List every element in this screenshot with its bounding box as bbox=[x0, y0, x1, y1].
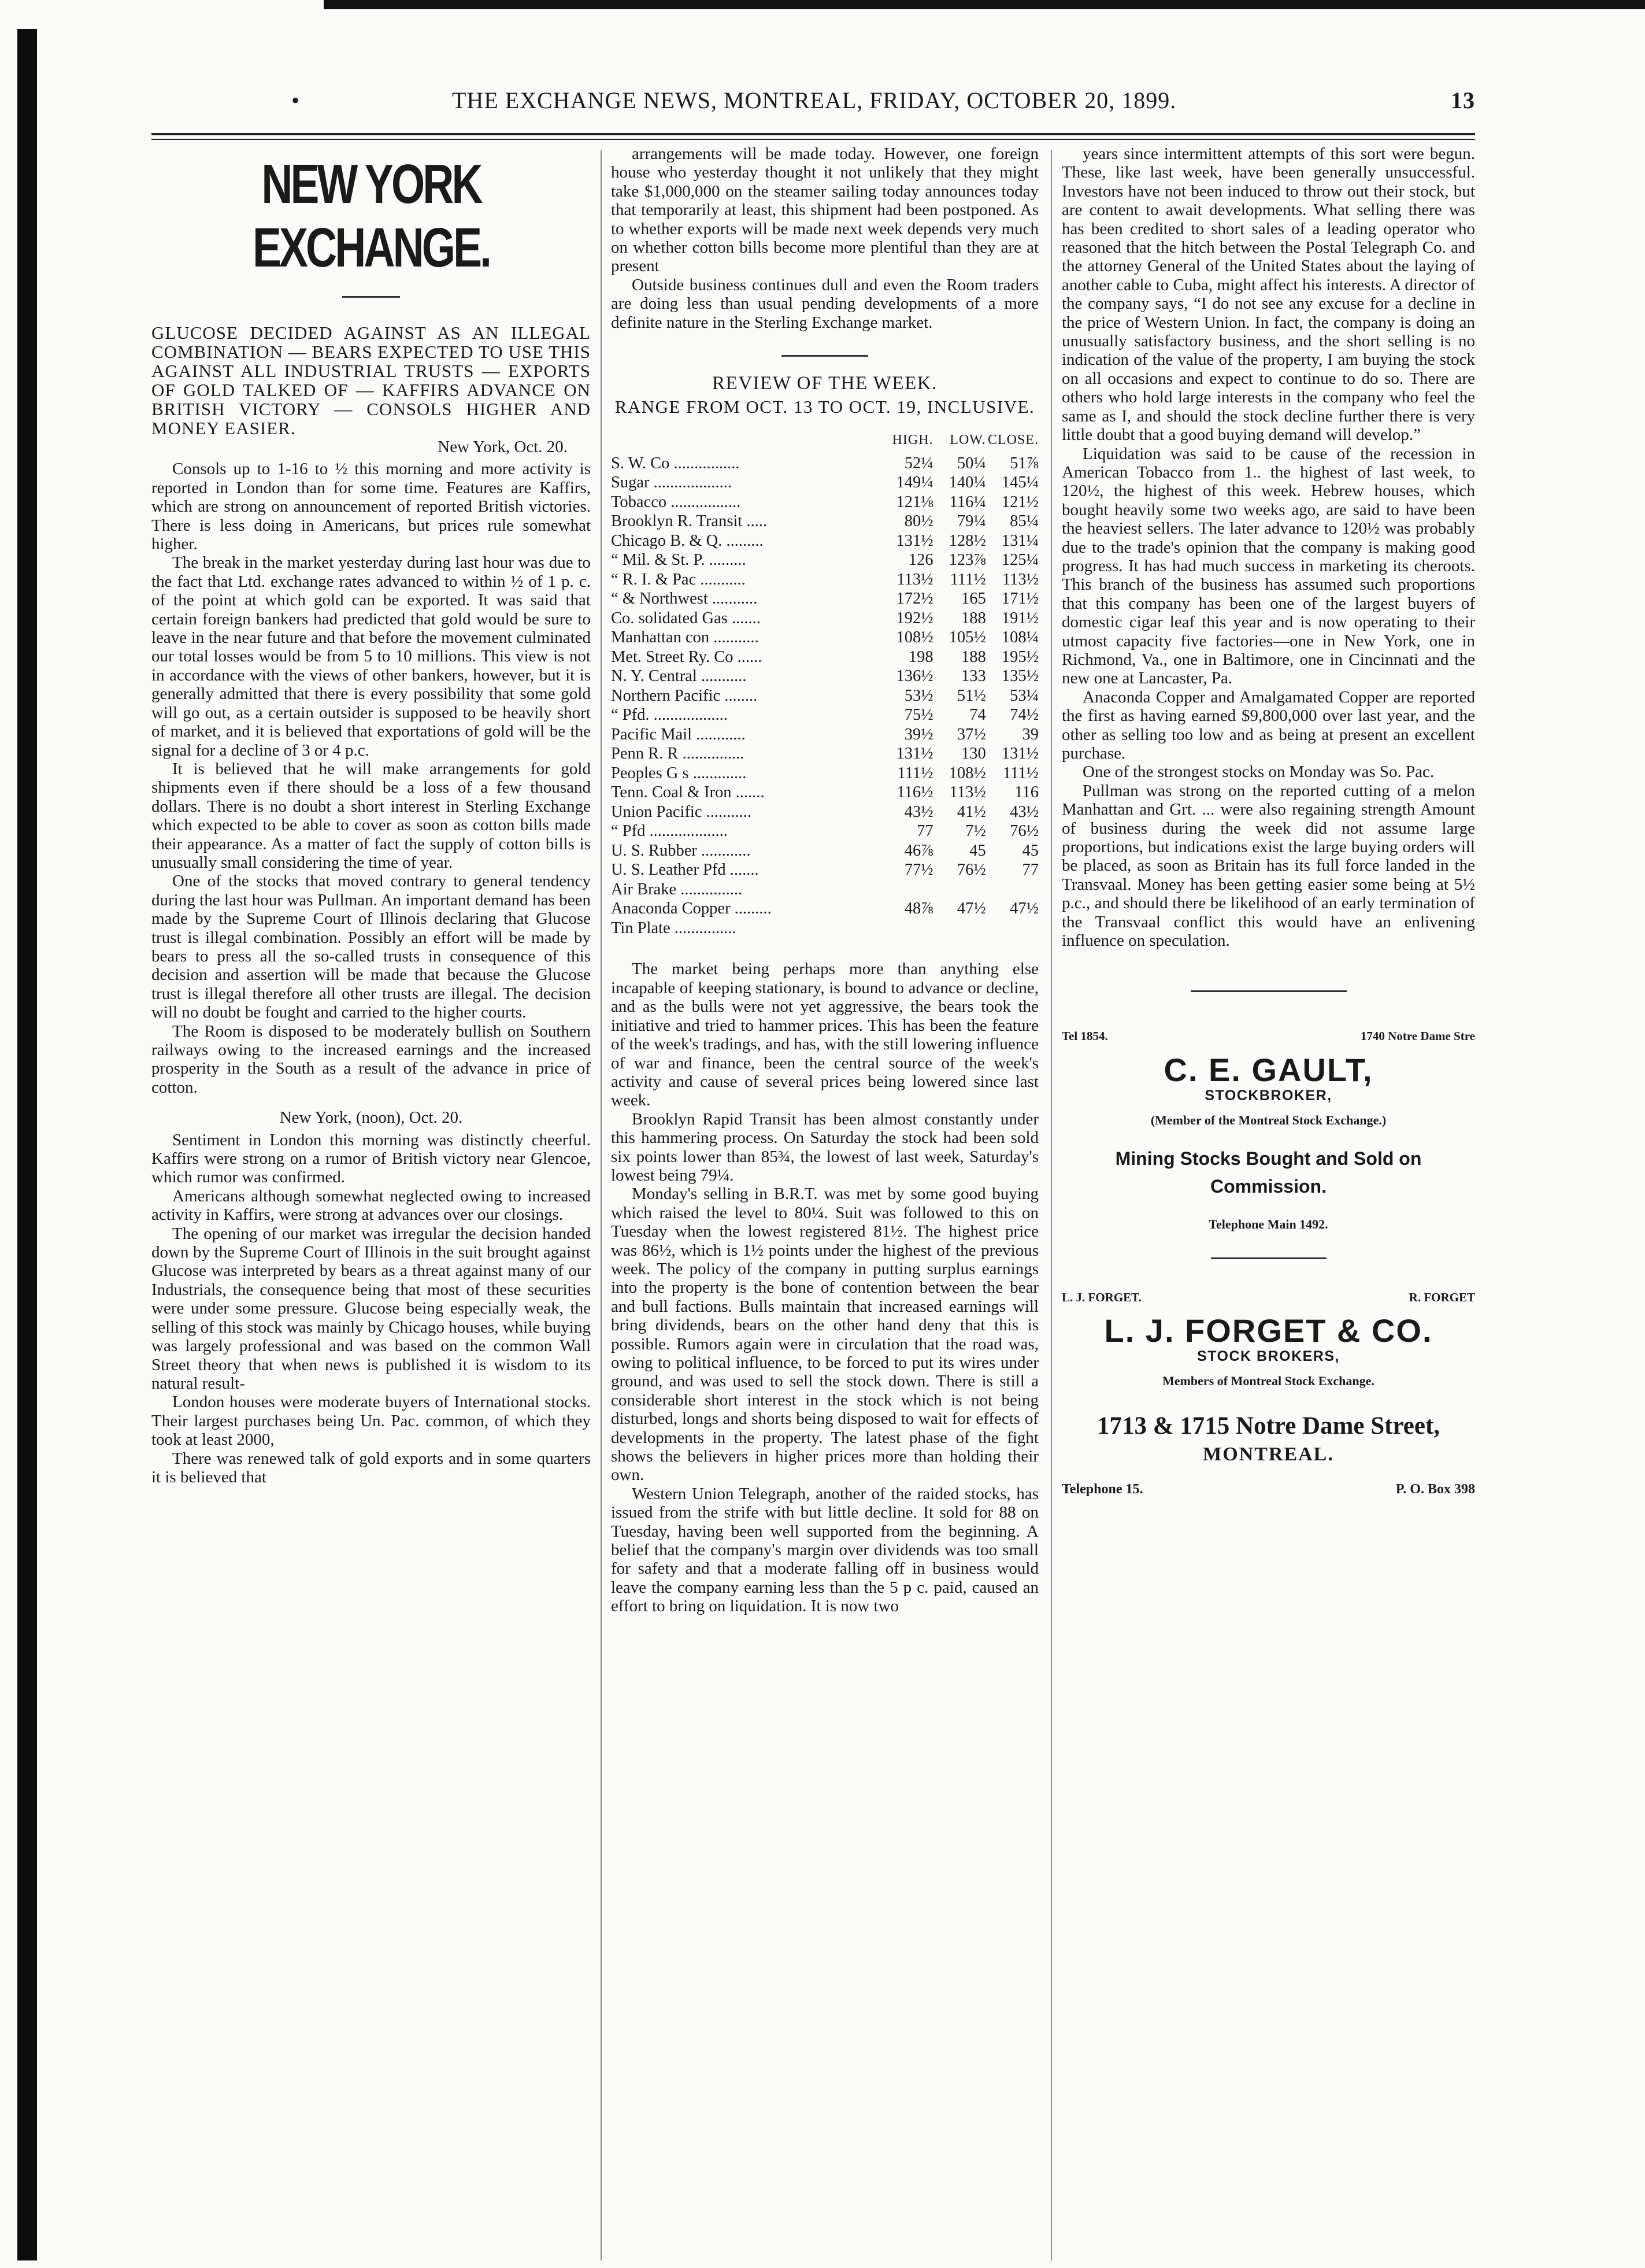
price-cell: 108¼ bbox=[1001, 628, 1039, 647]
article-paragraph: The market being perhaps more than anything else incapable of keeping stationary, is bound to advance or decline, and as the bulls were not yet aggressive, the bears took the initiative and tried to hammer prices. This has been the feature of the week's tradings, and has, with the still lowering influence of war and finance, been the central source of the week's activity and cause of several prices being lowered since last week. bbox=[611, 960, 1039, 1110]
top-edge-rule bbox=[324, 0, 1645, 9]
price-cell: 105½ bbox=[949, 628, 986, 647]
table-row bbox=[611, 783, 1039, 802]
section-rule bbox=[781, 355, 868, 357]
price-cell: 131½ bbox=[896, 531, 933, 550]
price-cell: 7½ bbox=[965, 822, 986, 841]
article-paragraph: The Room is disposed to be moderately bullish on Southern railways owing to the increased earnings and the increased prosperity in the South as a result of the advance in price of cotton. bbox=[151, 1022, 591, 1097]
column-2 bbox=[611, 145, 1039, 1616]
price-cell: 79¼ bbox=[957, 512, 986, 531]
price-cell: 39½ bbox=[904, 725, 933, 743]
price-cell: 45 bbox=[1022, 841, 1039, 860]
stock-name: Sugar ................... bbox=[611, 473, 732, 492]
stock-name: Met. Street Ry. Co ...... bbox=[611, 648, 762, 666]
price-cell: 113½ bbox=[896, 570, 933, 589]
review-title: REVIEW OF THE WEEK. bbox=[712, 373, 938, 394]
article-paragraph: One of the stocks that moved contrary to general tendency during the last hour was Pullman. An important demand has been made by the Supreme Court of Illinois declaring that Glucose trust is illegal combination. Possibly an effort will be made by bears to press all the so-called trusts in consequence of this decision and assertion will be made that because the Glucose trust is illegal therefore all other trusts are illegal. The decision will no doubt be fought and carried to the higher courts. bbox=[151, 872, 591, 1022]
price-cell: 125¼ bbox=[1001, 551, 1039, 569]
price-cell: 75½ bbox=[904, 706, 933, 724]
column-header: LOW. bbox=[950, 432, 986, 448]
article-paragraph: The opening of our market was irregular the decision handed down by the Supreme Court of Illinois in the suit brought against Glucose was interpreted by bears as a threat against many of our Industrials, the consequence being that most of these securities were under some pressure. Glucose being especially weak, the selling of this stock was mainly by Chicago houses, while buying was largely professional and was based on the common Wall Street theory that when news is published it is wisdom to its natural result- bbox=[151, 1224, 591, 1393]
stock-name: Chicago B. & Q. ......... bbox=[611, 531, 764, 550]
stock-name: “ & Northwest ........... bbox=[611, 590, 758, 608]
article-paragraph: The break in the market yesterday during last hour was due to the fact that Ltd. exchange rates advanced to within ½ of 1 p. c. of the point at which gold can be exported. It was said that certain foreign bankers had predicted that gold would be sure to leave in the near future and that before the movement culminated our total losses would be from 5 to 10 millions. This view is not in accordance with the views of other bankers, however, but it is generally admitted that there is every possibility that some gold will go out, as a certain outsider is supposed to be heavily short of market, and it is believed that exportations of gold will be the signal for a decline of 3 or 4 p.c. bbox=[151, 553, 591, 760]
table-row bbox=[611, 686, 1039, 706]
column-rule bbox=[601, 150, 602, 2260]
table-row bbox=[611, 899, 1039, 919]
article-paragraph: Pullman was strong on the reported cutting of a melon Manhattan and Grt. ... were also regaining strength Amount of business during the week did not assume large proportions, but indications exist the large buying orders will be placed, as soon as Britain has its full force landed in the Transvaal. Money has been getting easier some being at 5½ p.c., and should there be likelihood of an early termination of the Transvaal conflict this would have an enlivening influence on speculation. bbox=[1062, 781, 1475, 950]
article-body-part-2 bbox=[151, 1131, 591, 1487]
ad-role: STOCK BROKERS, bbox=[1197, 1348, 1340, 1365]
page-binding-edge bbox=[17, 29, 37, 2260]
dateline: New York, Oct. 20. bbox=[438, 438, 568, 456]
article-deck: GLUCOSE DECIDED AGAINST AS AN ILLEGAL COMBINATION — BEARS EXPECTED TO USE THIS AGAINST ALL INDUSTRIAL TRUSTS — EXPORTS OF GOLD TALKED OF — KAFFIRS ADVANCE ON BRITISH VICTORY — CONSOLS HIGHER AND MONEY EASIER. bbox=[151, 323, 591, 438]
table-row bbox=[611, 550, 1039, 570]
article-paragraph: Consols up to 1-16 to ½ this morning and more activity is reported in London than for some time. Features are Kaffirs, which are strong on announcement of reported British victories. There is less doing in Americans, but prices rule somewhat higher. bbox=[151, 460, 591, 554]
article-paragraph: There was renewed talk of gold exports and in some quarters it is believed that bbox=[151, 1449, 591, 1486]
ad-service: Mining Stocks Bought and Sold on Commission. bbox=[1115, 1148, 1422, 1197]
price-cell: 80½ bbox=[904, 512, 933, 531]
ad-role: STOCKBROKER, bbox=[1205, 1087, 1332, 1104]
headline-rule bbox=[342, 296, 400, 298]
price-cell: 51½ bbox=[957, 686, 986, 705]
price-cell: 188 bbox=[961, 648, 986, 666]
stock-name: “ Pfd. .................. bbox=[611, 706, 728, 724]
ad-partner-left: L. J. FORGET. bbox=[1062, 1290, 1142, 1304]
price-cell: 131½ bbox=[1001, 745, 1039, 763]
table-row bbox=[611, 860, 1039, 880]
article-paragraph: Anaconda Copper and Amalgamated Copper are reported the first as having earned $9,800,000 over last year, and the other as selling too low and as being at present an excellent purchase. bbox=[1062, 687, 1475, 763]
price-cell: 126 bbox=[908, 551, 933, 569]
review-continuation bbox=[1062, 145, 1475, 950]
table-row bbox=[611, 473, 1039, 493]
price-cell: 135½ bbox=[1001, 667, 1039, 686]
ad-street: 1740 Notre Dame Stre bbox=[1360, 1029, 1475, 1044]
price-cell: 85¼ bbox=[1010, 512, 1039, 531]
price-cell bbox=[933, 919, 986, 938]
article-paragraph: Liquidation was said to be cause of the recession in American Tobacco from 1.. the highest of last week, to 120½, the highest of this week. Hebrew houses, which bought heavily some two weeks ago, are said to have been the heaviest sellers. The later advance to 120½ was probably due to the trade's opinion that the company is making good progress. It has had much success in marketing its cheroots. This branch of the business has assumed such proportions that this company has been one of the largest buyers of domestic cigar leaf this year and is now operating to their utmost capacity five factories—one in New York, one in Richmond, Va., one in Baltimore, one in Cincinnati and the new one at Lancaster, Pa. bbox=[1062, 444, 1475, 688]
table-row bbox=[611, 764, 1039, 783]
stock-name: Brooklyn R. Transit ..... bbox=[611, 512, 768, 531]
price-cell: 121⅛ bbox=[896, 493, 933, 511]
ad-telephone: Telephone Main 1492. bbox=[1209, 1217, 1328, 1232]
price-cell: 74 bbox=[969, 706, 986, 724]
table-row bbox=[611, 725, 1039, 745]
price-cell: 131½ bbox=[896, 745, 933, 763]
article-paragraph: London houses were moderate buyers of International stocks. Their largest purchases being Un. Pac. common, of which they took at least 2000, bbox=[151, 1393, 591, 1449]
newspaper-page bbox=[151, 87, 1475, 1616]
price-cell: 145¼ bbox=[1001, 473, 1039, 492]
stock-name: U. S. Rubber ............ bbox=[611, 841, 751, 860]
price-cell: 123⅞ bbox=[949, 551, 986, 569]
ad-firm-name: C. E. GAULT, bbox=[1164, 1051, 1373, 1088]
price-cell: 51⅞ bbox=[1010, 454, 1039, 472]
table-row bbox=[611, 667, 1039, 686]
price-cell: 116½ bbox=[896, 783, 933, 802]
price-cell bbox=[986, 919, 1039, 938]
price-cell: 121½ bbox=[1001, 493, 1039, 511]
ad-telephone: Telephone 15. bbox=[1062, 1481, 1143, 1497]
column-3 bbox=[1062, 145, 1475, 1499]
table-row bbox=[611, 531, 1039, 551]
table-row bbox=[611, 880, 1039, 900]
table-row bbox=[611, 648, 1039, 667]
column-header: CLOSE. bbox=[987, 432, 1039, 448]
gault-advertisement bbox=[1062, 1027, 1475, 1234]
price-cell: 46⅞ bbox=[904, 841, 933, 860]
price-cell: 113½ bbox=[949, 783, 986, 802]
stock-name: Pacific Mail ............ bbox=[611, 725, 746, 743]
ad-partner-right: R. FORGET bbox=[1409, 1290, 1475, 1304]
article-paragraph: One of the strongest stocks on Monday was So. Pac. bbox=[1083, 763, 1435, 782]
table-row bbox=[611, 919, 1039, 938]
ad-divider bbox=[1211, 1257, 1327, 1259]
price-cell: 48⅞ bbox=[904, 900, 933, 918]
article-paragraph: years since intermittent attempts of this sort were begun. These, like last week, have been generally unsuccessful. Investors have not been induced to throw out their stock, but are content to await developments. What selling there was has been credited to short sales of a leading operator who reasoned that the hitch between the Postal Telegraph Co. and the attorney General of the United States about the laying of another cable to Cuba, might affect his interests. A director of the company says, “I do not see any excuse for a decline in the price of Western Union. In fact, the company is doing an unusually satisfactory business, and the short selling is no indication of the value of the property, I am buying the stock on all occasions and expect to continue to do so. There are others who hold large interests in the company who feel the same as I, and should the stock decline further there is very little doubt that a good buying demand will develop.” bbox=[1062, 145, 1475, 445]
stock-name: Air Brake ............... bbox=[611, 880, 743, 898]
stock-name: Manhattan con ........... bbox=[611, 628, 759, 647]
price-cell bbox=[880, 919, 933, 938]
dateline: New York, (noon), Oct. 20. bbox=[279, 1108, 463, 1127]
article-paragraph: Outside business continues dull and even the Room traders are doing less than usual pending developments of a more definite nature in the Sterling Exchange market. bbox=[611, 275, 1039, 332]
price-cell: 172½ bbox=[896, 590, 933, 608]
price-cell: 113½ bbox=[1002, 570, 1039, 589]
price-cell bbox=[880, 880, 933, 900]
price-cell: 37½ bbox=[957, 725, 986, 743]
price-cell: 195½ bbox=[1001, 648, 1039, 666]
price-cell: 198 bbox=[908, 648, 933, 666]
table-row bbox=[611, 609, 1039, 628]
stock-name: Penn R. R ............... bbox=[611, 745, 744, 763]
price-cell: 77 bbox=[917, 822, 933, 841]
stock-name: Northern Pacific ........ bbox=[611, 686, 758, 705]
price-cell: 39 bbox=[1022, 725, 1039, 743]
table-row bbox=[611, 744, 1039, 764]
article-paragraph: Monday's selling in B.R.T. was met by some good buying which raised the level to 80¼. Suit was followed to this on Tuesday when the lowest registered 81½. The highest price was 86½, which is 1½ points under the highest of the previous week. The policy of the company in putting surplus earnings into the property is the bone of contention between the bear and bull factions. Bulls maintain that increased earnings will bring dividends, bears on the other hand deny that this is possible. Rumors again were in circulation that the road was, owing to political influence, to be forced to put its wires under ground, and was used to sell the stock down. There is still a considerable short interest in the stock which is not being disturbed, longs and shorts being disposed to wait for effects of developments in the property. The latest phase of the fight shows the believers in higher prices more than holding their own. bbox=[611, 1185, 1039, 1485]
price-cell: 108½ bbox=[896, 628, 933, 647]
price-cell: 192½ bbox=[896, 609, 933, 627]
ad-membership: (Member of the Montreal Stock Exchange.) bbox=[1150, 1112, 1387, 1127]
ad-tel: Tel 1854. bbox=[1062, 1029, 1108, 1044]
ad-address: 1713 & 1715 Notre Dame Street, bbox=[1096, 1412, 1440, 1440]
article-paragraph: Western Union Telegraph, another of the raided stocks, has issued from the strife with but little decline. It sold for 88 on Tuesday, having been well supported from the beginning. A belief that the company's margin over dividends was too small for safety and that a moderate falling off in business would leave the company earning less than the 5 p c. paid, caused an effort to bring on liquidation. It is now two bbox=[611, 1484, 1039, 1616]
table-row bbox=[611, 705, 1039, 725]
price-cell: 111½ bbox=[897, 764, 933, 782]
stock-name: “ Pfd ................... bbox=[611, 822, 728, 841]
table-row bbox=[611, 628, 1039, 648]
stock-name: Tin Plate ............... bbox=[611, 919, 736, 937]
column-rule bbox=[1051, 150, 1052, 2260]
table-row bbox=[611, 822, 1039, 841]
ad-bottom-line bbox=[1062, 1480, 1475, 1499]
price-cell: 188 bbox=[961, 609, 986, 627]
running-head bbox=[151, 87, 1475, 127]
price-cell: 128½ bbox=[949, 531, 986, 550]
ad-membership: Members of Montreal Stock Exchange. bbox=[1162, 1373, 1374, 1388]
forget-advertisement bbox=[1062, 1288, 1475, 1499]
price-cell: 131¼ bbox=[1001, 531, 1039, 550]
running-head-bullet: • bbox=[291, 87, 301, 113]
price-cell: 76½ bbox=[957, 861, 986, 879]
price-cell: 47½ bbox=[957, 900, 986, 918]
price-cell bbox=[933, 880, 986, 900]
price-cell: 111½ bbox=[1002, 764, 1039, 782]
table-header-row bbox=[611, 431, 1039, 454]
price-cell: 149¼ bbox=[896, 473, 933, 492]
price-cell: 191½ bbox=[1001, 609, 1039, 627]
running-head-title: THE EXCHANGE NEWS, MONTREAL, FRIDAY, OCTOBER 20, 1899. bbox=[452, 87, 1177, 113]
price-cell: 41½ bbox=[957, 802, 986, 821]
stock-name: U. S. Leather Pfd ....... bbox=[611, 861, 759, 879]
price-cell: 53¼ bbox=[1010, 686, 1039, 705]
price-cell: 47½ bbox=[1010, 900, 1039, 918]
table-row bbox=[611, 570, 1039, 590]
price-cell: 108½ bbox=[949, 764, 986, 782]
stock-name: “ Mil. & St. P. ......... bbox=[611, 551, 746, 569]
price-cell: 116¼ bbox=[949, 493, 986, 511]
article-headline: NEW YORK EXCHANGE. bbox=[252, 153, 490, 279]
review-subtitle: RANGE FROM OCT. 13 TO OCT. 19, INCLUSIVE. bbox=[614, 397, 1035, 417]
header-double-rule bbox=[151, 133, 1475, 140]
price-cell: 165 bbox=[961, 590, 986, 608]
price-cell: 74½ bbox=[1010, 706, 1039, 724]
column-header: HIGH. bbox=[892, 432, 933, 448]
price-cell: 43½ bbox=[904, 802, 933, 821]
table-row bbox=[611, 493, 1039, 512]
price-cell: 140¼ bbox=[949, 473, 986, 492]
price-cell: 43½ bbox=[1010, 802, 1039, 821]
stock-name: Tobacco ................. bbox=[611, 493, 741, 511]
article-paragraph: Brooklyn Rapid Transit has been almost constantly under this hammering process. On Saturday the stock had been sold six points lower than 85¾, the lowest of last week, Saturday's lowest being 79¼. bbox=[611, 1109, 1039, 1185]
article-paragraph: Americans although somewhat neglected owing to increased activity in Kaffirs, were strong at advances over our closings. bbox=[151, 1186, 591, 1224]
price-cell: 45 bbox=[969, 841, 986, 860]
review-body bbox=[611, 960, 1039, 1615]
price-cell: 77½ bbox=[904, 861, 933, 879]
price-cell: 50¼ bbox=[957, 454, 986, 472]
stock-name: Peoples G s ............. bbox=[611, 764, 747, 782]
ad-city: MONTREAL. bbox=[1203, 1443, 1334, 1465]
article-paragraph: It is believed that he will make arrangements for gold shipments even if there should be a loss of a few thousand dollars. There is no doubt a short interest in Sterling Exchange which expected to be able to cover as soon as cotton bills made their appearance. As a matter of fact the supply of cotton bills is unusually small considering the time of year. bbox=[151, 759, 591, 872]
column-1 bbox=[151, 145, 591, 1486]
ad-top-line bbox=[1062, 1027, 1475, 1045]
price-cell: 53½ bbox=[904, 686, 933, 705]
price-cell: 136½ bbox=[896, 667, 933, 686]
ad-top-line bbox=[1062, 1288, 1475, 1307]
table-row bbox=[611, 512, 1039, 531]
table-row bbox=[611, 802, 1039, 822]
stock-name: Co. solidated Gas ....... bbox=[611, 609, 761, 627]
price-cell: 52¼ bbox=[904, 454, 933, 472]
price-cell: 171½ bbox=[1001, 590, 1039, 608]
stock-name: Union Pacific ........... bbox=[611, 802, 752, 821]
page-number: 13 bbox=[1451, 87, 1475, 113]
article-paragraph: Sentiment in London this morning was distinctly cheerful. Kaffirs were strong on a rumor of British victory near Glencoe, which rumor was confirmed. bbox=[151, 1130, 591, 1187]
ad-rule bbox=[1191, 990, 1347, 992]
price-cell: 133 bbox=[961, 667, 986, 686]
article-continuation bbox=[611, 145, 1039, 332]
price-cell: 76½ bbox=[1010, 822, 1039, 841]
stock-name: Tenn. Coal & Iron ....... bbox=[611, 783, 765, 802]
article-paragraph: arrangements will be made today. However, one foreign house who yesterday thought it not unlikely that they might take $1,000,000 on the steamer sailing today announces today that temporarily at least, this shipment had been postponed. As to whether exports will be made next week depends very much on whether cotton bills become more plentiful than they are at present bbox=[611, 145, 1039, 276]
stock-range-table bbox=[611, 431, 1039, 938]
stock-name: “ R. I. & Pac ........... bbox=[611, 570, 746, 589]
table-row bbox=[611, 589, 1039, 609]
price-cell: 116 bbox=[1014, 783, 1039, 802]
stock-name: S. W. Co ................ bbox=[611, 454, 740, 472]
ad-firm-name: L. J. FORGET & CO. bbox=[1104, 1312, 1433, 1349]
price-cell bbox=[986, 880, 1039, 900]
price-cell: 130 bbox=[961, 745, 986, 763]
price-cell: 77 bbox=[1022, 861, 1039, 879]
price-cell: 111½ bbox=[950, 570, 986, 589]
stock-name: N. Y. Central ........... bbox=[611, 667, 747, 686]
table-row bbox=[611, 454, 1039, 473]
stock-name: Anaconda Copper ......... bbox=[611, 900, 772, 918]
ad-po-box: P. O. Box 398 bbox=[1395, 1481, 1475, 1497]
table-row bbox=[611, 841, 1039, 861]
article-body-part-1 bbox=[151, 460, 591, 1097]
